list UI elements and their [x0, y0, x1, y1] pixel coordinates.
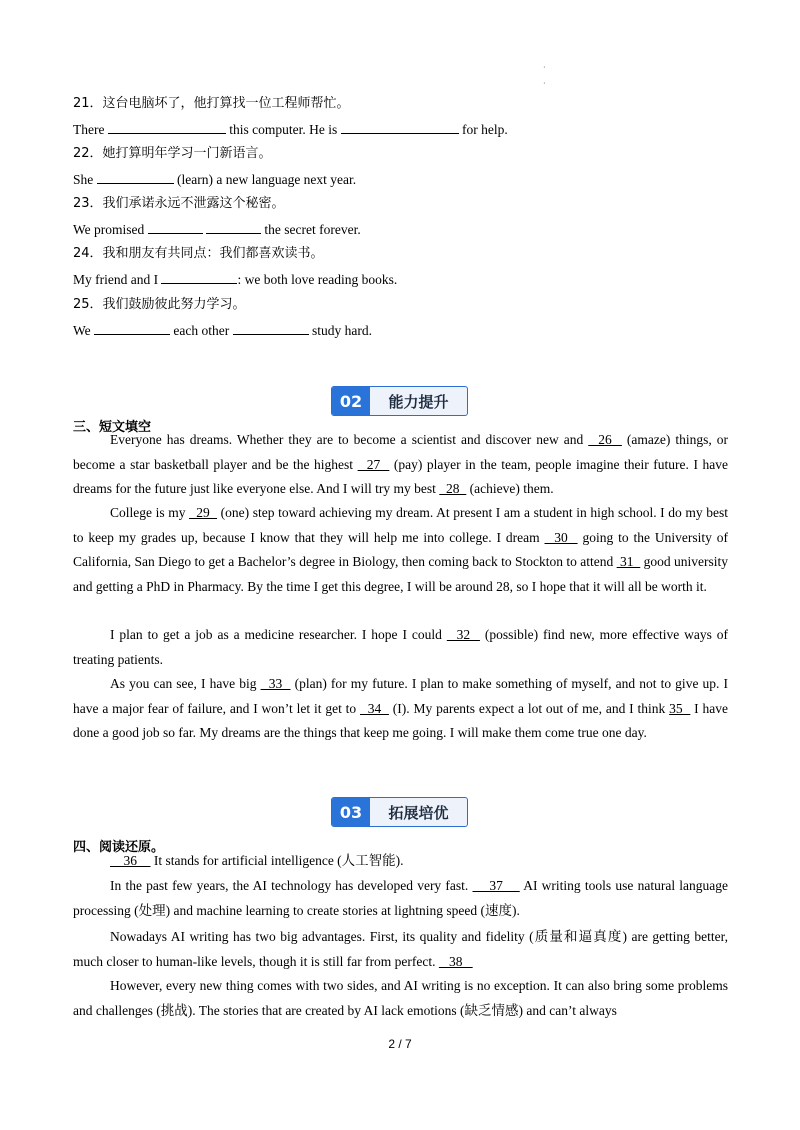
- blank-30[interactable]: 30: [544, 529, 578, 545]
- answer-blank[interactable]: [341, 120, 459, 134]
- badge-label: 能力提升: [388, 392, 449, 411]
- blank-37[interactable]: 37: [472, 878, 520, 893]
- badge-number: 03: [332, 798, 370, 826]
- answer-blank[interactable]: [161, 270, 237, 284]
- blank-31[interactable]: 31: [616, 554, 641, 570]
- badge-number: 02: [332, 387, 370, 415]
- passage1-paragraph-4: As you can see, I have big 33 (plan) for my future. I plan to make something of myself, and not to give up. I have a major fear of failure, and I won’t let it get to 34 (I). My parents expect a lot out of me, and I think 35 I have done a good job so far. My dreams are the things that keep me going. I will make them come true one day.: [73, 676, 729, 741]
- badge-label: 拓展培优: [388, 803, 449, 822]
- passage2-paragraph-3: Nowadays AI writing has two big advantages. First, its quality and fidelity (质量和逼真度) are getting better, much closer to human-like levels, though it is still far from perfect. 38: [73, 929, 728, 969]
- translation-answer-24: My friend and I : we both love reading books.: [73, 272, 398, 287]
- page-number: 2 / 7: [388, 1037, 412, 1051]
- blank-35[interactable]: 35: [669, 700, 691, 716]
- answer-blank[interactable]: [233, 321, 309, 335]
- blank-33[interactable]: 33: [260, 676, 291, 691]
- answer-blank[interactable]: [97, 170, 174, 184]
- passage1-paragraph-2: College is my 29 (one) step toward achieving my dream. At present I am a student in high school. I do my best to keep my grades up, because I know that they will help me into college. I dream 30 going to the University of California, San Diego to get a Bachelor’s degree in Biology, then coming back to Stockton to attend 31 good university and getting a PhD in Pharmacy. By the time I get this degree, I will be around 28, so I hope that it will all be worth it.: [73, 505, 729, 594]
- section-badge-03: [331, 797, 468, 827]
- translation-answer-25: We each other study hard.: [73, 323, 372, 338]
- translation-prompt-24: 24．我和朋友有共同点：我们都喜欢读书。: [73, 246, 324, 261]
- blank-36[interactable]: 36: [110, 853, 151, 868]
- passage2-paragraph-1: 36 It stands for artificial intelligence (人工智能).: [110, 853, 404, 868]
- blank-26[interactable]: 26: [588, 432, 622, 447]
- passage2-paragraph-2: In the past few years, the AI technology has developed very fast. 37 AI writing tools use natural language processing (处理) and machine learning to create stories at lightning speed (速度).: [73, 878, 729, 918]
- blank-34[interactable]: 34: [360, 700, 389, 716]
- translation-prompt-21: 21．这台电脑坏了，他打算找一位工程师帮忙。: [73, 96, 350, 111]
- corner-mark: ·: [543, 63, 546, 72]
- corner-mark: ·: [543, 79, 546, 88]
- blank-38[interactable]: 38: [438, 953, 473, 969]
- blank-28[interactable]: 28: [439, 481, 467, 497]
- translation-answer-21: There this computer. He is for help.: [73, 122, 508, 137]
- passage2-paragraph-4: However, every new thing comes with two sides, and AI writing is no exception. It can also bring some problems and challenges (挑战). The stories that are created by AI lack emotions (缺乏情感) and can’t always: [73, 978, 728, 1018]
- translation-prompt-23: 23．我们承诺永远不泄露这个秘密。: [73, 196, 285, 211]
- answer-blank[interactable]: [148, 220, 203, 234]
- blank-29[interactable]: 29: [189, 505, 218, 520]
- translation-prompt-22: 22．她打算明年学习一门新语言。: [73, 146, 272, 161]
- answer-blank[interactable]: [94, 321, 170, 335]
- translation-prompt-25: 25．我们鼓励彼此努力学习。: [73, 297, 246, 312]
- blank-32[interactable]: 32: [446, 627, 480, 642]
- section-title-reading: 四、阅读还原。: [73, 840, 165, 855]
- translation-answer-23: We promised the secret forever.: [73, 222, 361, 237]
- passage1-paragraph-3: I plan to get a job as a medicine researcher. I hope I could 32 (possible) find new, more effective ways of treating patients.: [73, 627, 728, 667]
- translation-answer-22: She (learn) a new language next year.: [73, 172, 357, 187]
- passage1-paragraph-1: Everyone has dreams. Whether they are to become a scientist and discover new and 26 (amaze) things, or become a star basketball player and be the highest 27 (pay) player in the team, people imagine their future. I have dreams for the future just like everyone else. And I will try my best 28 (achieve) them.: [73, 432, 729, 497]
- section-title-cloze: 三、短文填空: [73, 420, 152, 435]
- blank-27[interactable]: 27: [357, 456, 390, 472]
- answer-blank[interactable]: [108, 120, 226, 134]
- section-badge-02: [331, 386, 468, 416]
- answer-blank[interactable]: [206, 220, 261, 234]
